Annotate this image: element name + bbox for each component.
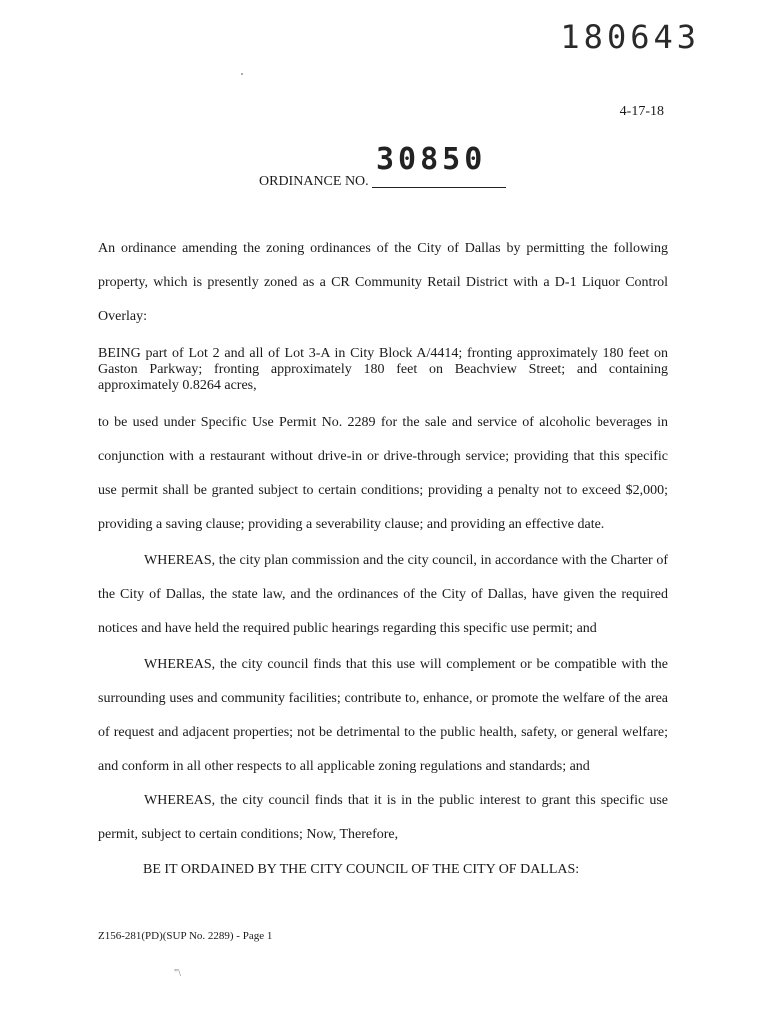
intro-paragraph: An ordinance amending the zoning ordinances of the City of Dallas by permitting the following property, which is presently zoned as a CR Community Retail District with a D-1 Liquor Control Overlay:: [98, 241, 668, 324]
ordinance-number-underline: [372, 187, 506, 188]
page-footer: Z156-281(PD)(SUP No. 2289) - Page 1: [98, 930, 273, 942]
ordinance-number-stamp: 30850: [376, 142, 487, 177]
whereas-paragraph-1: WHEREAS, the city plan commission and the city council, in accordance with the Charter of the City of Dallas, the state law, and the ordinances of the City of Dallas, have given the required notices and have held the required public hearings regarding this specific use permit; and: [98, 553, 668, 636]
stamped-file-number: 180643: [560, 18, 700, 56]
ordinance-label: ORDINANCE NO.: [259, 174, 369, 189]
ordained-clause: BE IT ORDAINED BY THE CITY COUNCIL OF THE CITY OF DALLAS:: [143, 862, 580, 877]
whereas-paragraph-2: WHEREAS, the city council finds that this use will complement or be compatible with the surrounding uses and community facilities; contribute to, enhance, or promote the welfare of the area of request and adjacent properties; not be detrimental to the public health, safety, or general welfare; and conform in all other respects to all applicable zoning regulations and standards; and: [98, 657, 668, 774]
purpose-paragraph: to be used under Specific Use Permit No. 2289 for the sale and service of alcoholic beverages in conjunction with a restaurant without drive-in or drive-through service; providing that this specific use permit shall be granted subject to certain conditions; providing a penalty not to exceed $2,000; providing a saving clause; providing a severability clause; and providing an effective date.: [98, 415, 668, 532]
whereas-paragraph-3: WHEREAS, the city council finds that it is in the public interest to grant this specific use permit, subject to certain conditions; Now, Therefore,: [98, 793, 668, 842]
scan-speck: [241, 73, 243, 75]
scan-mark: "\: [174, 968, 181, 979]
document-date: 4-17-18: [619, 104, 664, 119]
legal-description: BEING part of Lot 2 and all of Lot 3-A in City Block A/4414; fronting approximately 180 feet on Gaston Parkway; fronting approximately 180 feet on Beachview Street; and containing approximately 0.8264 acres,: [98, 346, 668, 393]
